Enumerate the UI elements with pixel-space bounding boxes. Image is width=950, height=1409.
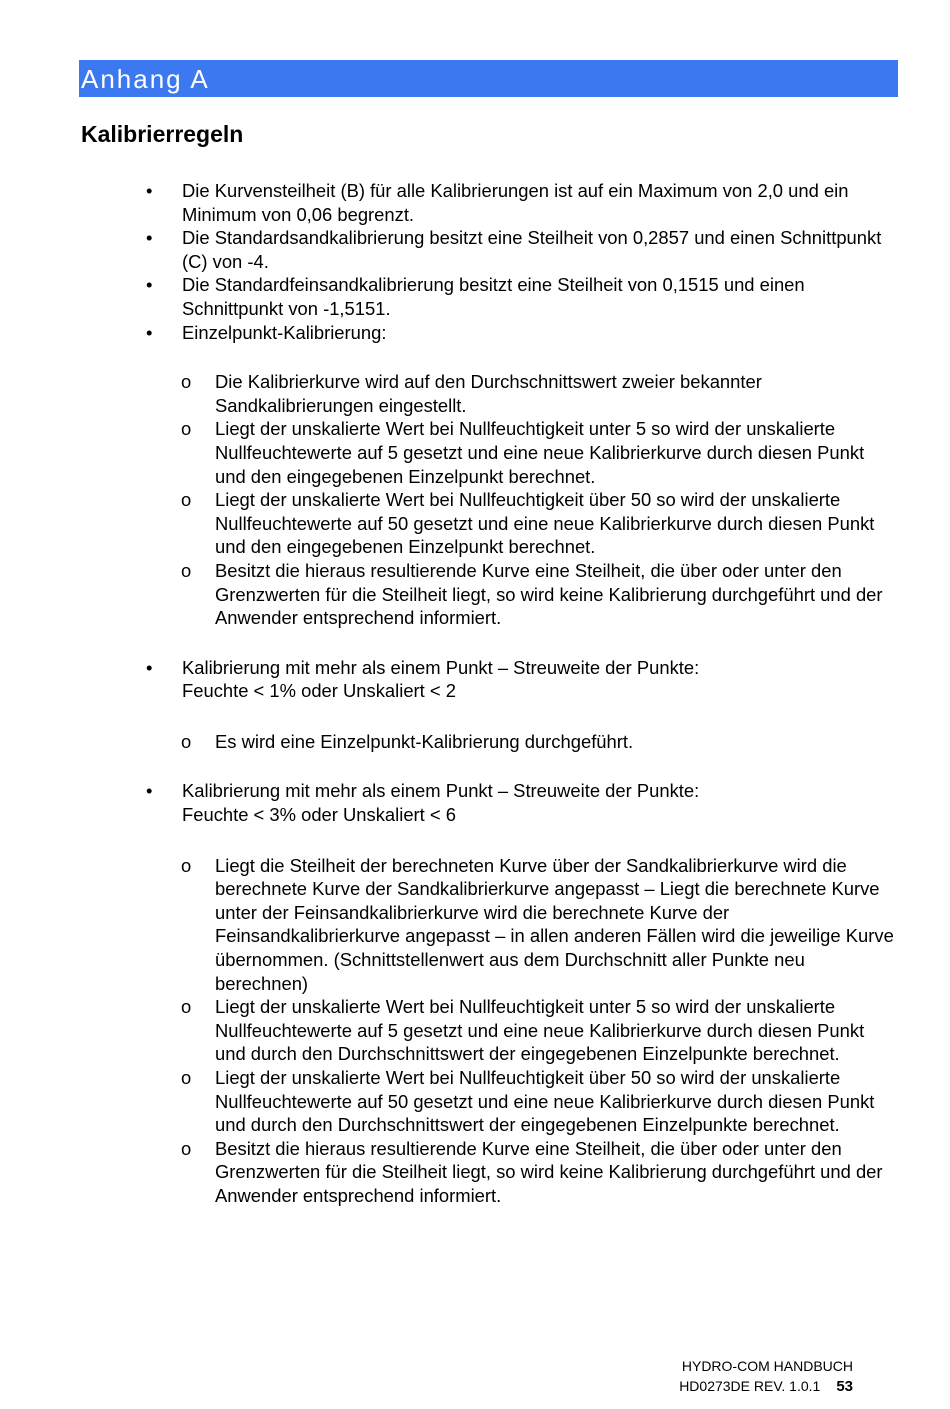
sub-list-item-text: Liegt der unskalierte Wert bei Nullfeuchtigkeit über 50 so wird der unskalierte Nullfeuchtewerte auf 50 gesetzt und eine neue Kalibrierkurve durch diesen Punkt und den eingegebenen Einzelpunkt berechnet. bbox=[215, 489, 875, 558]
single-point-sublist bbox=[0, 370, 950, 630]
sub-list-item-text: Liegt der unskalierte Wert bei Nullfeuchtigkeit über 50 so wird der unskalierte Nullfeuchtewerte auf 50 gesetzt und eine neue Kalibrierkurve durch diesen Punkt und durch den Durchschnittswert der eingegebenen Einzelpunkte berechnet. bbox=[215, 1067, 875, 1136]
sub-list-item bbox=[0, 559, 950, 630]
circle-bullet-icon: o bbox=[181, 730, 192, 752]
bullet-icon: • bbox=[146, 274, 153, 296]
page-number: 53 bbox=[836, 1378, 853, 1395]
sub-list-item bbox=[0, 417, 950, 488]
sub-list-item bbox=[0, 370, 950, 417]
page-footer bbox=[679, 1356, 853, 1397]
footer-revision: HD0273DE REV. 1.0.1 bbox=[679, 1378, 821, 1394]
list-item bbox=[0, 656, 950, 730]
list-item bbox=[0, 273, 950, 320]
circle-bullet-icon: o bbox=[181, 489, 192, 511]
circle-bullet-icon: o bbox=[181, 1067, 192, 1088]
sub-list-item bbox=[0, 488, 950, 559]
sub-list-item bbox=[0, 995, 950, 1066]
circle-bullet-icon: o bbox=[181, 1137, 192, 1159]
list-item bbox=[0, 179, 950, 226]
multi-point-sublist-2 bbox=[0, 854, 950, 1208]
list-item bbox=[0, 779, 950, 853]
sub-list-item bbox=[0, 730, 950, 754]
bullet-icon: • bbox=[146, 321, 153, 343]
list-item bbox=[0, 226, 950, 273]
sub-list-item bbox=[0, 1137, 950, 1208]
sub-list-item-text: Besitzt die hieraus resultierende Kurve eine Steilheit, die über oder unter den Grenzwerten für die Steilheit liegt, so wird keine Kalibrierung durchgeführt und der Anwender entsprechend informiert. bbox=[215, 1137, 883, 1206]
sub-list-item-text: Liegt die Steilheit der berechneten Kurve über der Sandkalibrierkurve wird die berechnete Kurve der Sandkalibrierkurve angepasst – Liegt die berechnete Kurve unter der Feinsandkalibrierkurve wird die berechnete Kurve der Feinsandkalibrierkurve angepasst – in allen anderen Fällen wird die jeweilige Kurve übernommen. (Schnittstellenwert aus dem Durchschnitt aller Punkte neu berechnen) bbox=[215, 854, 894, 994]
bullet-icon: • bbox=[146, 227, 153, 249]
sub-list-item-text: Besitzt die hieraus resultierende Kurve eine Steilheit, die über oder unter den Grenzwerten für die Steilheit liegt, so wird keine Kalibrierung durchgeführt und der Anwender entsprechend informiert. bbox=[215, 559, 883, 629]
sub-list-item-text: Liegt der unskalierte Wert bei Nullfeuchtigkeit unter 5 so wird der unskalierte Nullfeuchtewerte auf 5 gesetzt und eine neue Kalibrierkurve durch diesen Punkt und durch den Durchschnittswert der eingegebenen Einzelpunkte berechnet. bbox=[215, 996, 865, 1065]
circle-bullet-icon: o bbox=[181, 559, 192, 581]
page-title: Kalibrierregeln bbox=[81, 121, 244, 147]
list-item-condition: Feuchte < 3% oder Unskaliert < 6 bbox=[182, 804, 456, 826]
sub-list-item-text: Liegt der unskalierte Wert bei Nullfeuchtigkeit unter 5 so wird der unskalierte Nullfeuchtewerte auf 5 gesetzt und eine neue Kalibrierkurve durch diesen Punkt und den eingegebenen Einzelpunkt berechnet. bbox=[215, 418, 865, 487]
multi-point-list-2 bbox=[0, 779, 950, 853]
sub-list-item bbox=[0, 854, 950, 996]
sub-list-item bbox=[0, 1066, 950, 1137]
list-item-text: Die Kurvensteilheit (B) für alle Kalibrierungen ist auf ein Maximum von 2,0 und ein Minimum von 0,06 begrenzt. bbox=[182, 180, 849, 225]
list-item bbox=[0, 321, 950, 371]
sub-list-item-text: Es wird eine Einzelpunkt-Kalibrierung durchgeführt. bbox=[215, 730, 634, 752]
list-item-text: Einzelpunkt-Kalibrierung: bbox=[182, 321, 387, 343]
circle-bullet-icon: o bbox=[181, 996, 192, 1018]
rules-list bbox=[0, 179, 950, 370]
list-item-text: Die Standardfeinsandkalibrierung besitzt eine Steilheit von 0,1515 und einen Schnittpunkt von -1,5151. bbox=[182, 274, 805, 319]
sub-list-item-text: Die Kalibrierkurve wird auf den Durchschnittswert zweier bekannter Sandkalibrierungen eingestellt. bbox=[215, 371, 762, 416]
circle-bullet-icon: o bbox=[181, 854, 192, 876]
bullet-icon: • bbox=[146, 180, 153, 201]
multi-point-sublist-1 bbox=[0, 730, 950, 754]
list-item-text: Die Standardsandkalibrierung besitzt eine Steilheit von 0,2857 und einen Schnittpunkt (C) von -4. bbox=[182, 227, 882, 272]
list-item-text: Kalibrierung mit mehr als einem Punkt – Streuweite der Punkte: bbox=[182, 780, 700, 802]
bullet-icon: • bbox=[146, 656, 153, 678]
footer-manual-title: HYDRO-COM HANDBUCH bbox=[681, 1358, 853, 1374]
multi-point-list-1 bbox=[0, 656, 950, 730]
list-item-text: Kalibrierung mit mehr als einem Punkt – Streuweite der Punkte: bbox=[182, 656, 700, 678]
circle-bullet-icon: o bbox=[181, 418, 192, 440]
appendix-banner: Anhang A bbox=[79, 60, 898, 97]
circle-bullet-icon: o bbox=[181, 371, 192, 393]
list-item-condition: Feuchte < 1% oder Unskaliert < 2 bbox=[182, 680, 456, 702]
document-body bbox=[0, 179, 950, 1208]
bullet-icon: • bbox=[146, 780, 153, 802]
